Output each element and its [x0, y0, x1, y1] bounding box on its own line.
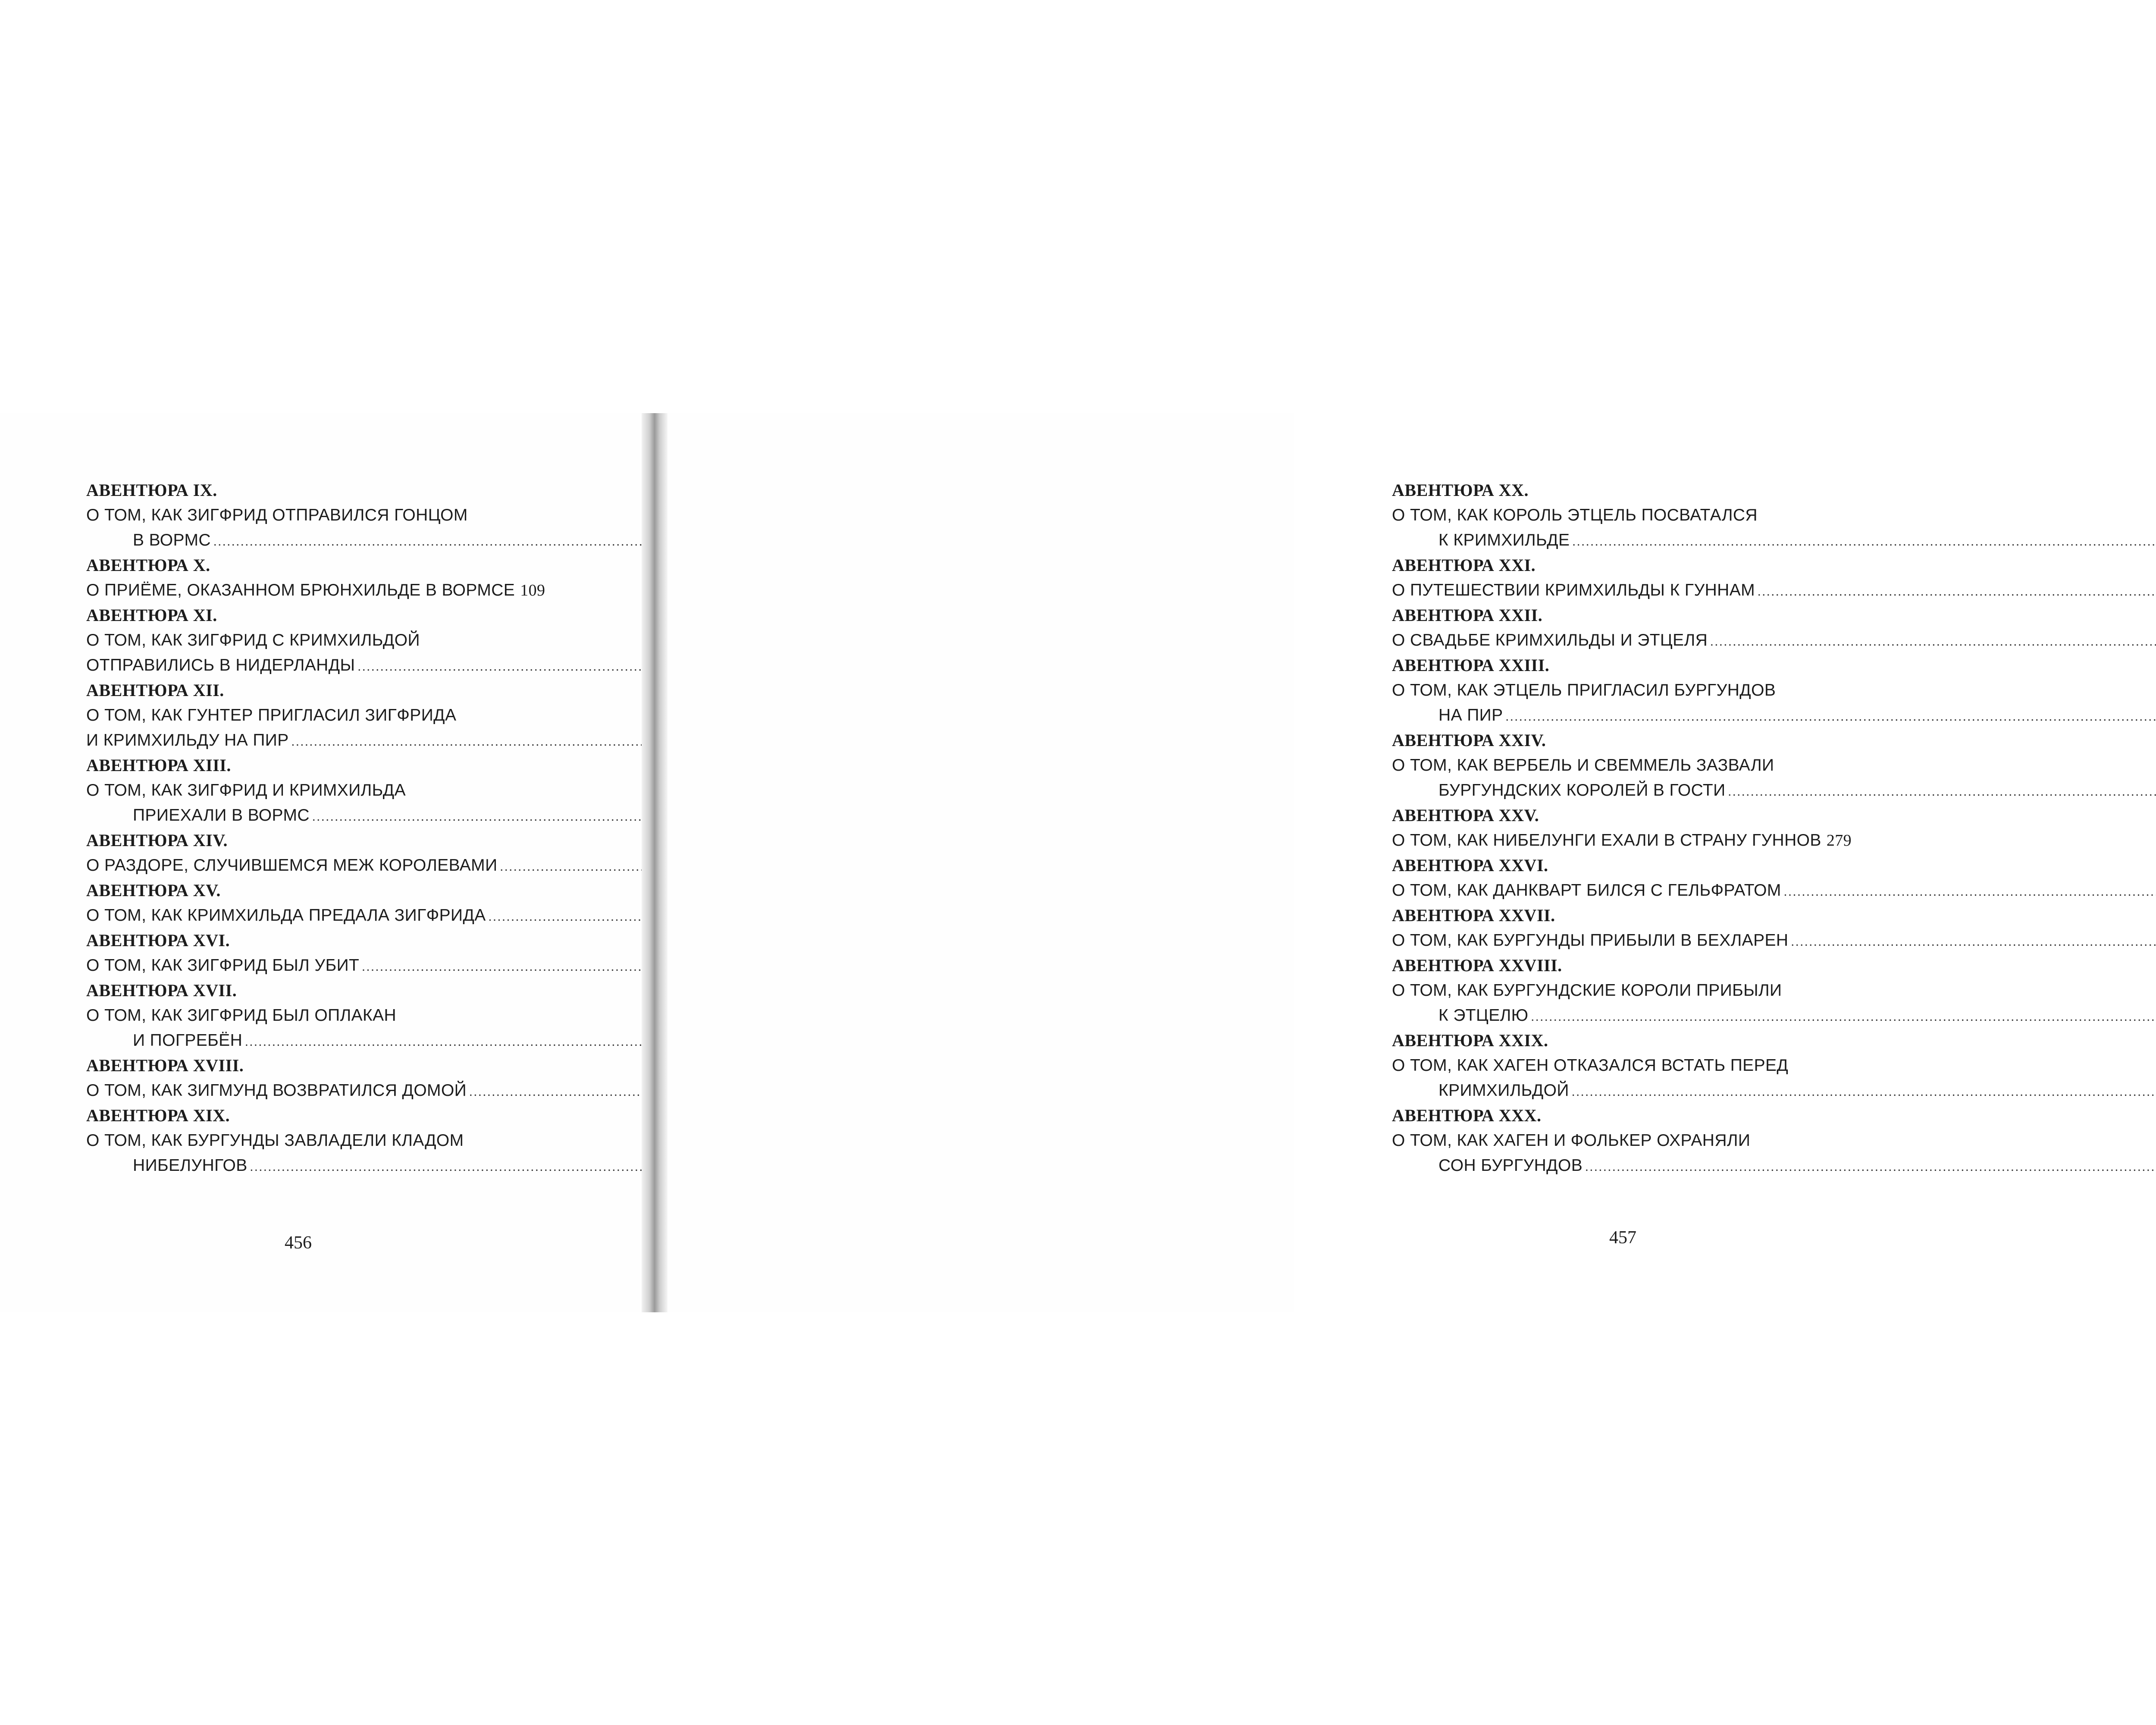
toc-entry: [86, 1053, 540, 1103]
toc-leader-line: [86, 728, 540, 753]
toc-chapter-heading: АВЕНТЮРА XXX.: [1392, 1106, 1542, 1125]
toc-leader-line: [1392, 703, 1846, 728]
toc-title-last-line: СОН БУРГУНДОВ: [1438, 1156, 1583, 1175]
toc-entry: [86, 828, 540, 878]
toc-chapter-heading: АВЕНТЮРА XVI.: [86, 931, 230, 950]
dot-leader: [1791, 929, 2156, 954]
toc-page-number: 279: [1826, 831, 1852, 850]
toc-title-line: О ТОМ, КАК ВЕРБЕЛЬ И СВЕММЕЛЬ ЗАЗВАЛИ: [1392, 756, 1774, 775]
toc-title-line: О ТОМ, КАК ЗИГФРИД ОТПРАВИЛСЯ ГОНЦОМ: [86, 506, 468, 524]
toc-title-line: О ТОМ, КАК ХАГЕН И ФОЛЬКЕР ОХРАНЯЛИ: [1392, 1131, 1751, 1150]
open-book-spread: [0, 413, 1852, 1312]
toc-title-last-line: В ВОРМС: [133, 531, 211, 549]
toc-title-last-line: ОТПРАВИЛИСЬ В НИДЕРЛАНДЫ: [86, 656, 355, 674]
dot-leader: [1758, 579, 2156, 604]
toc-leader-line: [86, 853, 540, 878]
toc-title-line: О ТОМ, КАК ХАГЕН ОТКАЗАЛСЯ ВСТАТЬ ПЕРЕД: [1392, 1056, 1789, 1075]
toc-entry: [1392, 903, 1846, 953]
toc-leader-line: [86, 578, 545, 603]
right-page: [647, 413, 1852, 1312]
dot-leader: [1784, 879, 2156, 904]
toc-chapter-heading: АВЕНТЮРА XXII.: [1392, 605, 1543, 625]
toc-leader-line: [86, 653, 540, 678]
toc-chapter-heading: АВЕНТЮРА XIV.: [86, 831, 228, 850]
toc-leader-line: [1392, 628, 1846, 653]
toc-chapter-heading: АВЕНТЮРА X.: [86, 555, 210, 575]
toc-title-last-line: ПРИЕХАЛИ В ВОРМС: [133, 806, 310, 825]
toc-title-last-line: НИБЕЛУНГОВ: [133, 1156, 248, 1175]
toc-leader-line: [86, 1153, 540, 1178]
toc-title-last-line: И КРИМХИЛЬДУ НА ПИР: [86, 731, 289, 750]
toc-title-last-line: К КРИМХИЛЬДЕ: [1438, 531, 1570, 549]
toc-leader-line: [1392, 1078, 1846, 1103]
toc-chapter-heading: АВЕНТЮРА XVIII.: [86, 1056, 244, 1075]
toc-entry: [86, 1103, 540, 1178]
dot-leader: [1506, 704, 2156, 729]
dot-leader: [1572, 1079, 2156, 1104]
toc-title-line: О ТОМ, КАК КОРОЛЬ ЭТЦЕЛЬ ПОСВАТАЛСЯ: [1392, 506, 1758, 524]
toc-leader-line: [1392, 828, 1852, 853]
toc-entry: [1392, 1103, 1846, 1178]
toc-page-number: 109: [520, 581, 545, 599]
toc-entry: [86, 678, 540, 753]
toc-title-line: О ТОМ, КАК ЗИГФРИД БЫЛ ОПЛАКАН: [86, 1006, 397, 1025]
toc-chapter-heading: АВЕНТЮРА XIX.: [86, 1106, 230, 1125]
toc-chapter-heading: АВЕНТЮРА XI.: [86, 605, 217, 625]
toc-entry: [86, 753, 540, 828]
toc-title-line: О ТОМ, КАК ЗИГФРИД И КРИМХИЛЬДА: [86, 781, 406, 800]
toc-chapter-heading: АВЕНТЮРА XII.: [86, 681, 224, 700]
toc-chapter-heading: АВЕНТЮРА XXVI.: [1392, 856, 1548, 875]
toc-entry: [86, 928, 540, 978]
right-table-of-contents: [1392, 478, 1852, 1178]
toc-leader-line: [86, 1078, 540, 1103]
toc-entry: [1392, 478, 1846, 553]
left-table-of-contents: [86, 478, 545, 1178]
toc-leader-line: [1392, 778, 1846, 803]
toc-chapter-heading: АВЕНТЮРА XXIX.: [1392, 1031, 1548, 1050]
toc-entry: [1392, 603, 1846, 653]
toc-chapter-heading: АВЕНТЮРА XVII.: [86, 981, 237, 1000]
toc-entry: [1392, 1028, 1846, 1103]
toc-chapter-heading: АВЕНТЮРА XXIII.: [1392, 656, 1550, 675]
toc-title-last-line: О ПУТЕШЕСТВИИ КРИМХИЛЬДЫ К ГУННАМ: [1392, 581, 1755, 599]
toc-title-last-line: О СВАДЬБЕ КРИМХИЛЬДЫ И ЭТЦЕЛЯ: [1392, 631, 1708, 649]
toc-title-last-line: КРИМХИЛЬДОЙ: [1438, 1081, 1569, 1100]
toc-leader-line: [86, 1028, 540, 1053]
toc-entry: [1392, 803, 1852, 853]
toc-entry: [86, 553, 545, 603]
toc-chapter-heading: АВЕНТЮРА XXI.: [1392, 555, 1536, 575]
toc-title-last-line: О ТОМ, КАК ЗИГМУНД ВОЗВРАТИЛСЯ ДОМОЙ: [86, 1081, 467, 1100]
toc-entry: [1392, 553, 1846, 603]
toc-chapter-heading: АВЕНТЮРА IX.: [86, 480, 217, 500]
toc-leader-line: [86, 528, 540, 553]
toc-title-last-line: О ТОМ, КАК ДАНКВАРТ БИЛСЯ С ГЕЛЬФРАТОМ: [1392, 881, 1781, 900]
toc-title-last-line: К ЭТЦЕЛЮ: [1438, 1006, 1529, 1025]
toc-leader-line: [1392, 578, 1846, 603]
toc-entry: [1392, 953, 1846, 1028]
toc-title-last-line: О ТОМ, КАК БУРГУНДЫ ПРИБЫЛИ В БЕХЛАРЕН: [1392, 931, 1789, 950]
toc-leader-line: [1392, 1003, 1846, 1028]
toc-chapter-heading: АВЕНТЮРА XXV.: [1392, 806, 1539, 825]
toc-leader-line: [1392, 528, 1846, 553]
toc-leader-line: [86, 903, 540, 928]
toc-title-last-line: И ПОГРЕБЁН: [133, 1031, 243, 1050]
toc-title-last-line: БУРГУНДСКИХ КОРОЛЕЙ В ГОСТИ: [1438, 781, 1726, 800]
toc-title-last-line: О ТОМ, КАК НИБЕЛУНГИ ЕХАЛИ В СТРАНУ ГУННОВ: [1392, 831, 1821, 850]
toc-entry: [86, 978, 540, 1053]
dot-leader: [1585, 1154, 2156, 1179]
toc-chapter-heading: АВЕНТЮРА XX.: [1392, 480, 1529, 500]
toc-chapter-heading: АВЕНТЮРА XXVII.: [1392, 906, 1555, 925]
toc-chapter-heading: АВЕНТЮРА XIII.: [86, 756, 231, 775]
toc-title-line: О ТОМ, КАК ГУНТЕР ПРИГЛАСИЛ ЗИГФРИДА: [86, 706, 457, 724]
toc-title-line: О ТОМ, КАК БУРГУНДЫ ЗАВЛАДЕЛИ КЛАДОМ: [86, 1131, 464, 1150]
toc-title-last-line: О ТОМ, КАК КРИМХИЛЬДА ПРЕДАЛА ЗИГФРИДА: [86, 906, 486, 925]
toc-chapter-heading: АВЕНТЮРА XXVIII.: [1392, 956, 1562, 975]
toc-leader-line: [86, 803, 540, 828]
toc-entry: [1392, 853, 1846, 903]
right-page-number: 457: [1609, 1228, 1636, 1248]
dot-leader: [1572, 529, 2156, 554]
toc-title-line: О ТОМ, КАК ЭТЦЕЛЬ ПРИГЛАСИЛ БУРГУНДОВ: [1392, 681, 1776, 699]
toc-title-last-line: О РАЗДОРЕ, СЛУЧИВШЕМСЯ МЕЖ КОРОЛЕВАМИ: [86, 856, 498, 875]
toc-entry: [1392, 728, 1846, 803]
dot-leader: [1531, 1004, 2156, 1029]
book-gutter: [642, 413, 667, 1312]
left-page-number: 456: [285, 1233, 312, 1253]
toc-entry: [86, 478, 540, 553]
toc-entry: [1392, 653, 1846, 728]
toc-entry: [86, 603, 540, 678]
toc-title-last-line: НА ПИР: [1438, 706, 1503, 724]
toc-leader-line: [1392, 928, 1846, 953]
toc-chapter-heading: АВЕНТЮРА XV.: [86, 881, 221, 900]
toc-title-last-line: О ТОМ, КАК ЗИГФРИД БЫЛ УБИТ: [86, 956, 360, 975]
dot-leader: [1710, 629, 2156, 654]
toc-title-last-line: О ПРИЁМЕ, ОКАЗАННОМ БРЮНХИЛЬДЕ В ВОРМСЕ: [86, 581, 515, 599]
toc-leader-line: [1392, 1153, 1846, 1178]
toc-leader-line: [86, 953, 540, 978]
dot-leader: [1728, 779, 2156, 804]
left-page: [0, 413, 647, 1312]
toc-title-line: О ТОМ, КАК БУРГУНДСКИЕ КОРОЛИ ПРИБЫЛИ: [1392, 981, 1782, 1000]
toc-entry: [86, 878, 540, 928]
toc-title-line: О ТОМ, КАК ЗИГФРИД С КРИМХИЛЬДОЙ: [86, 631, 420, 649]
toc-leader-line: [1392, 878, 1846, 903]
toc-chapter-heading: АВЕНТЮРА XXIV.: [1392, 731, 1546, 750]
